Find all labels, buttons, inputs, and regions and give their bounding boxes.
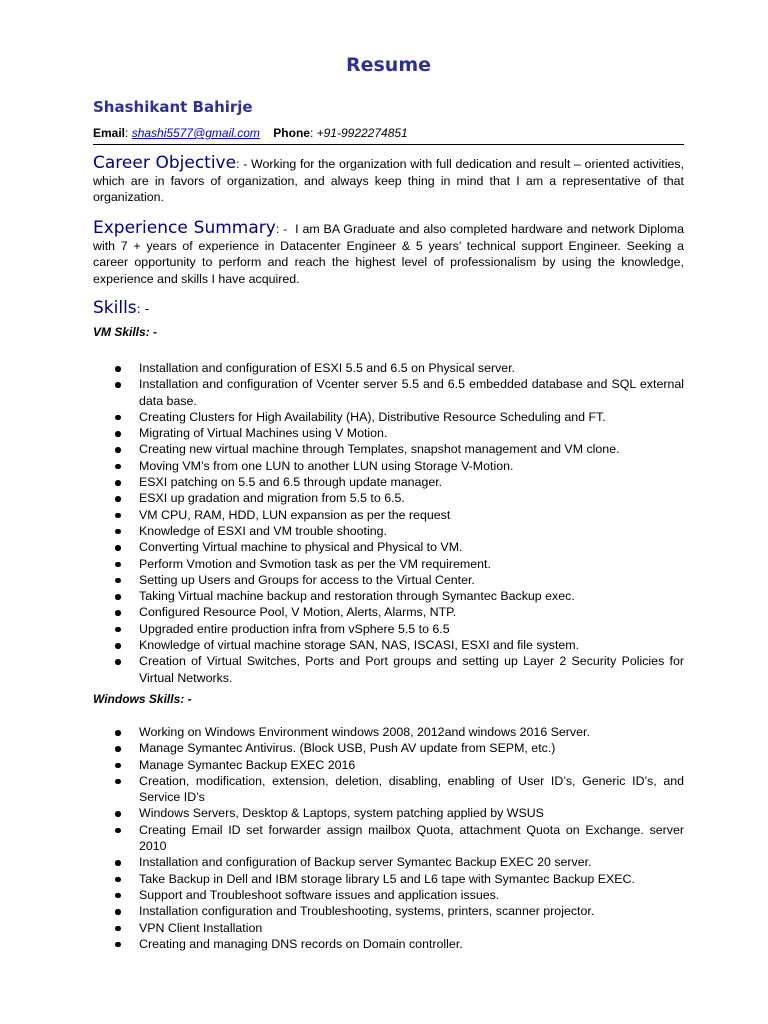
list-item <box>93 854 684 870</box>
bullet-icon <box>115 610 121 616</box>
bullet-icon <box>115 578 121 584</box>
list-item <box>93 441 684 457</box>
list-item <box>93 887 684 903</box>
contact-line <box>93 126 684 145</box>
list-item <box>93 572 684 588</box>
list-item <box>93 425 684 441</box>
list-item <box>93 773 684 806</box>
list-item-text: Setting up Users and Groups for access to the Virtual Center. <box>139 572 475 587</box>
experience-summary-text: I am BA Graduate and also completed hardware and network Diploma with 7 + years of experience in Datacenter Engineer & 5 years’ technical support Engineer. Seeking a career opportunity to perform and reach the highest level of professionalism by using the knowledge, experience and skills I have acquired. <box>93 222 684 286</box>
list-item-text: ESXI up gradation and migration from 5.5 to 6.5. <box>139 491 405 506</box>
list-item <box>93 920 684 936</box>
skills-separator: : - <box>136 301 150 316</box>
bullet-icon <box>115 513 121 519</box>
list-item-text: Upgraded entire production infra from vSphere 5.5 to 6.5 <box>139 621 450 636</box>
list-item <box>93 376 684 409</box>
list-item-text: Windows Servers, Desktop & Laptops, system patching applied by WSUS <box>139 806 544 821</box>
bullet-icon <box>115 545 121 551</box>
career-objective-text: Working for the organization with full dedication and result – oriented activities, which are in favors of organization, and always keep thing in mind that I am a representative of that organization. <box>93 157 684 205</box>
list-item <box>93 458 684 474</box>
list-item <box>93 474 684 490</box>
list-item-text: Configured Resource Pool, V Motion, Alerts, Alarms, NTP. <box>139 605 457 620</box>
list-item <box>93 724 684 740</box>
bullet-icon <box>115 496 121 502</box>
list-item <box>93 903 684 919</box>
career-objective-heading: Career Objective <box>93 153 237 173</box>
bullet-icon <box>115 730 121 736</box>
list-item-text: VPN Client Installation <box>139 920 263 935</box>
bullet-icon <box>115 431 121 437</box>
windows-skills-heading: Windows Skills: - <box>93 692 192 706</box>
list-item-text: Installation and configuration of Backup server Symantec Backup EXEC 20 server. <box>139 855 592 870</box>
skills-heading-block <box>93 298 149 318</box>
bullet-icon <box>115 480 121 486</box>
list-item-text: Manage Symantec Antivirus. (Block USB, Push AV update from SEPM, etc.) <box>139 741 556 756</box>
bullet-icon <box>115 594 121 600</box>
list-item-text: Taking Virtual machine backup and restoration through Symantec Backup exec. <box>139 589 575 604</box>
list-item-text: Support and Troubleshoot software issues and application issues. <box>139 887 500 902</box>
list-item <box>93 637 684 653</box>
skills-heading: Skills <box>93 298 137 318</box>
list-item-text: Creation of Virtual Switches, Ports and Port groups and setting up Layer 2 Security Policies for Virtual Networks. <box>139 654 684 685</box>
email-link[interactable]: shashi5577@gmail.com <box>131 126 260 140</box>
list-item-text: Creating new virtual machine through Templates, snapshot management and VM clone. <box>139 442 620 457</box>
list-item-text: ESXI patching on 5.5 and 6.5 through update manager. <box>139 475 443 490</box>
list-item <box>93 757 684 773</box>
bullet-icon <box>115 415 121 421</box>
list-item-text: Knowledge of virtual machine storage SAN, NAS, ISCASI, ESXI and file system. <box>139 638 580 653</box>
list-item-text: Perform Vmotion and Svmotion task as per the VM requirement. <box>139 556 491 571</box>
list-item-text: Knowledge of ESXI and VM trouble shooting. <box>139 523 387 538</box>
list-item <box>93 588 684 604</box>
list-item-text: Creating Email ID set forwarder assign mailbox Quota, attachment Quota on Exchange. server 2010 <box>139 822 684 854</box>
phone-label: Phone <box>273 126 310 140</box>
bullet-icon <box>115 366 121 372</box>
vm-skills-heading: VM Skills: - <box>93 325 158 339</box>
email-label: Email <box>93 126 126 140</box>
bullet-icon <box>115 746 121 752</box>
vm-skills-list <box>93 360 684 686</box>
list-item-text: VM CPU, RAM, HDD, LUN expansion as per the request <box>139 507 451 522</box>
list-item-text: Creation, modification, extension, deletion, disabling, enabling of User ID’s, Generic ID’s, and Service ID’s <box>139 773 684 805</box>
experience-summary-section <box>93 220 684 287</box>
bullet-icon <box>115 763 121 769</box>
list-item <box>93 556 684 572</box>
list-item <box>93 822 684 855</box>
bullet-icon <box>115 811 121 817</box>
list-item <box>93 360 684 376</box>
career-objective-section <box>93 155 684 206</box>
bullet-icon <box>115 926 121 932</box>
list-item-text: Creating and managing DNS records on Domain controller. <box>139 936 463 951</box>
bullet-icon <box>115 860 121 866</box>
list-item-text: Manage Symantec Backup EXEC 2016 <box>139 757 356 772</box>
list-item <box>93 740 684 756</box>
bullet-icon <box>115 877 121 883</box>
page-title: Resume <box>345 54 432 76</box>
list-item <box>93 936 684 952</box>
bullet-icon <box>115 447 121 453</box>
candidate-name: Shashikant Bahirje <box>93 98 253 116</box>
list-item <box>93 604 684 620</box>
list-item <box>93 653 684 686</box>
list-item-text: Working on Windows Environment windows 2008, 2012and windows 2016 Server. <box>139 725 590 739</box>
list-item-text: Creating Clusters for High Availability (HA), Distributive Resource Scheduling and FT. <box>139 409 606 424</box>
list-item <box>93 621 684 637</box>
list-item-text: Installation and configuration of ESXI 5.5 and 6.5 on Physical server. <box>139 361 516 375</box>
bullet-icon <box>115 382 121 388</box>
list-item-text: Converting Virtual machine to physical and Physical to VM. <box>139 540 463 555</box>
list-item-text: Take Backup in Dell and IBM storage library L5 and L6 tape with Symantec Backup EXEC. <box>139 871 635 886</box>
career-objective-separator: : - <box>236 157 252 171</box>
experience-summary-separator: : - <box>275 222 292 236</box>
list-item <box>93 507 684 523</box>
bullet-icon <box>115 643 121 649</box>
bullet-icon <box>115 659 121 665</box>
bullet-icon <box>115 562 121 568</box>
list-item-text: Installation configuration and Troubleshooting, systems, printers, scanner projector. <box>139 904 595 919</box>
list-item <box>93 871 684 887</box>
bullet-icon <box>115 893 121 899</box>
bullet-icon <box>115 464 121 470</box>
list-item <box>93 805 684 821</box>
bullet-icon <box>115 828 121 834</box>
list-item <box>93 490 684 506</box>
email-separator: : <box>125 126 132 140</box>
windows-skills-list <box>93 724 684 952</box>
phone-value: +91-9922274851 <box>316 126 408 140</box>
bullet-icon <box>115 627 121 633</box>
phone-separator: : <box>309 126 317 140</box>
list-item <box>93 409 684 425</box>
experience-summary-heading: Experience Summary <box>93 218 276 238</box>
bullet-icon <box>115 779 121 785</box>
bullet-icon <box>115 942 121 948</box>
list-item <box>93 523 684 539</box>
list-item-text: Installation and configuration of Vcenter server 5.5 and 6.5 embedded database and SQL external data base. <box>139 377 684 408</box>
bullet-icon <box>115 909 121 915</box>
bullet-icon <box>115 529 121 535</box>
list-item-text: Migrating of Virtual Machines using V Motion. <box>139 426 388 441</box>
list-item-text: Moving VM’s from one LUN to another LUN using Storage V-Motion. <box>139 458 514 473</box>
list-item <box>93 539 684 555</box>
